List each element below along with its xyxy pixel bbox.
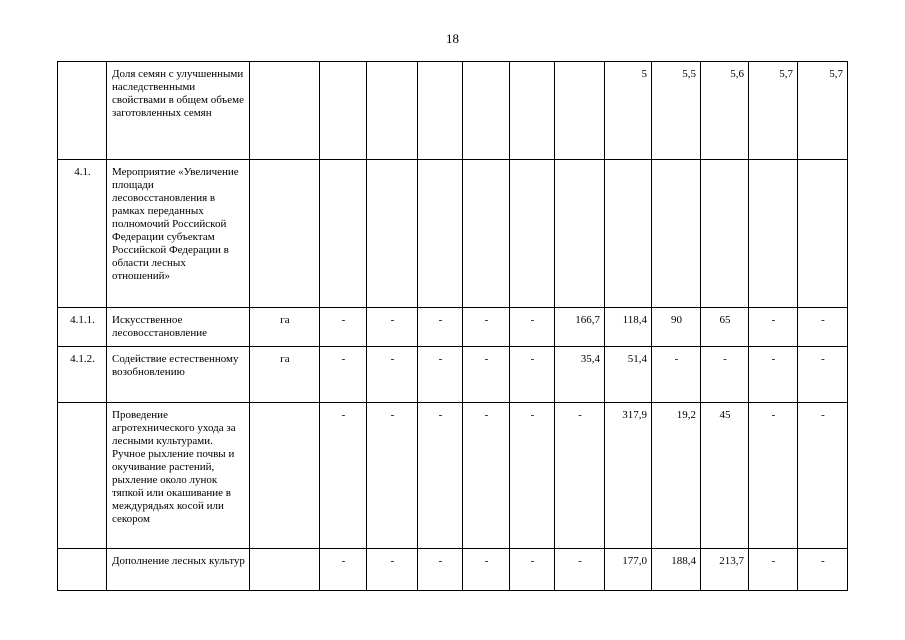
value-cell: 65 — [701, 308, 749, 347]
value-cell — [510, 62, 555, 160]
value-cell: - — [798, 549, 848, 591]
value-cell: - — [367, 308, 418, 347]
row-number-cell — [58, 549, 107, 591]
value-cell: - — [798, 403, 848, 549]
value-cell: 35,4 — [555, 347, 605, 403]
table-row — [58, 308, 848, 347]
value-cell: - — [510, 549, 555, 591]
value-cell — [418, 160, 463, 308]
value-cell: - — [418, 403, 463, 549]
value-cell: - — [418, 549, 463, 591]
value-cell: - — [510, 308, 555, 347]
value-cell: - — [320, 549, 367, 591]
value-cell: 90 — [652, 308, 701, 347]
row-number-cell: 4.1.1. — [58, 308, 107, 347]
row-number-cell — [58, 403, 107, 549]
value-cell — [749, 160, 798, 308]
value-cell: 19,2 — [652, 403, 701, 549]
value-cell: - — [798, 308, 848, 347]
value-cell: - — [749, 308, 798, 347]
table-row — [58, 347, 848, 403]
value-cell — [555, 62, 605, 160]
value-cell — [701, 160, 749, 308]
row-name-cell: Искусственное лесовосстановление — [107, 308, 250, 347]
value-cell: 213,7 — [701, 549, 749, 591]
value-cell: - — [367, 403, 418, 549]
value-cell: - — [555, 403, 605, 549]
value-cell: 166,7 — [555, 308, 605, 347]
row-number-cell — [58, 62, 107, 160]
value-cell: - — [320, 403, 367, 549]
value-cell: - — [798, 347, 848, 403]
value-cell: - — [367, 549, 418, 591]
value-cell: 118,4 — [605, 308, 652, 347]
row-number-cell: 4.1.2. — [58, 347, 107, 403]
table-row — [58, 62, 848, 160]
value-cell: - — [463, 347, 510, 403]
value-cell — [652, 160, 701, 308]
row-number-cell: 4.1. — [58, 160, 107, 308]
value-cell — [367, 62, 418, 160]
value-cell: - — [320, 308, 367, 347]
unit-cell: га — [250, 308, 320, 347]
unit-cell — [250, 62, 320, 160]
value-cell: 177,0 — [605, 549, 652, 591]
value-cell: - — [749, 549, 798, 591]
value-cell — [510, 160, 555, 308]
value-cell — [463, 160, 510, 308]
value-cell: 51,4 — [605, 347, 652, 403]
value-cell: - — [463, 308, 510, 347]
row-name-cell: Дополнение лесных культур — [107, 549, 250, 591]
value-cell: - — [652, 347, 701, 403]
value-cell: - — [749, 347, 798, 403]
value-cell: - — [418, 347, 463, 403]
value-cell — [418, 62, 463, 160]
unit-cell — [250, 160, 320, 308]
value-cell — [320, 62, 367, 160]
value-cell: 5,7 — [798, 62, 848, 160]
row-name-cell: Содействие естественному возобновлению — [107, 347, 250, 403]
value-cell: - — [555, 549, 605, 591]
page-number: 18 — [446, 31, 459, 46]
value-cell: - — [320, 347, 367, 403]
table-row — [58, 549, 848, 591]
value-cell: - — [367, 347, 418, 403]
value-cell: 5,5 — [652, 62, 701, 160]
value-cell: - — [463, 403, 510, 549]
value-cell: - — [463, 549, 510, 591]
value-cell — [798, 160, 848, 308]
value-cell: - — [510, 347, 555, 403]
value-cell: - — [510, 403, 555, 549]
value-cell — [463, 62, 510, 160]
value-cell: 5,6 — [701, 62, 749, 160]
value-cell — [555, 160, 605, 308]
value-cell — [605, 160, 652, 308]
unit-cell: га — [250, 347, 320, 403]
value-cell: 317,9 — [605, 403, 652, 549]
value-cell: 45 — [701, 403, 749, 549]
row-name-cell: Доля семян с улучшенными наследственными свойствами в общем объеме заготовленных семян — [107, 62, 250, 160]
table-row — [58, 160, 848, 308]
value-cell: - — [749, 403, 798, 549]
value-cell — [367, 160, 418, 308]
indicators-table — [57, 61, 848, 591]
value-cell: 188,4 — [652, 549, 701, 591]
value-cell: 5,7 — [749, 62, 798, 160]
value-cell: - — [418, 308, 463, 347]
row-name-cell: Проведение агротехнического ухода за лесными культурами. Ручное рыхление почвы и окучивание растений, рыхление около лунок тяпкой или окашивание в междурядьях косой или секором — [107, 403, 250, 549]
value-cell: - — [701, 347, 749, 403]
value-cell — [320, 160, 367, 308]
value-cell: 5 — [605, 62, 652, 160]
unit-cell — [250, 549, 320, 591]
unit-cell — [250, 403, 320, 549]
row-name-cell: Мероприятие «Увеличение площади лесовосстановления в рамках переданных полномочий Российской Федерации субъектам Российской Федерации в области лесных отношений» — [107, 160, 250, 308]
table-row — [58, 403, 848, 549]
